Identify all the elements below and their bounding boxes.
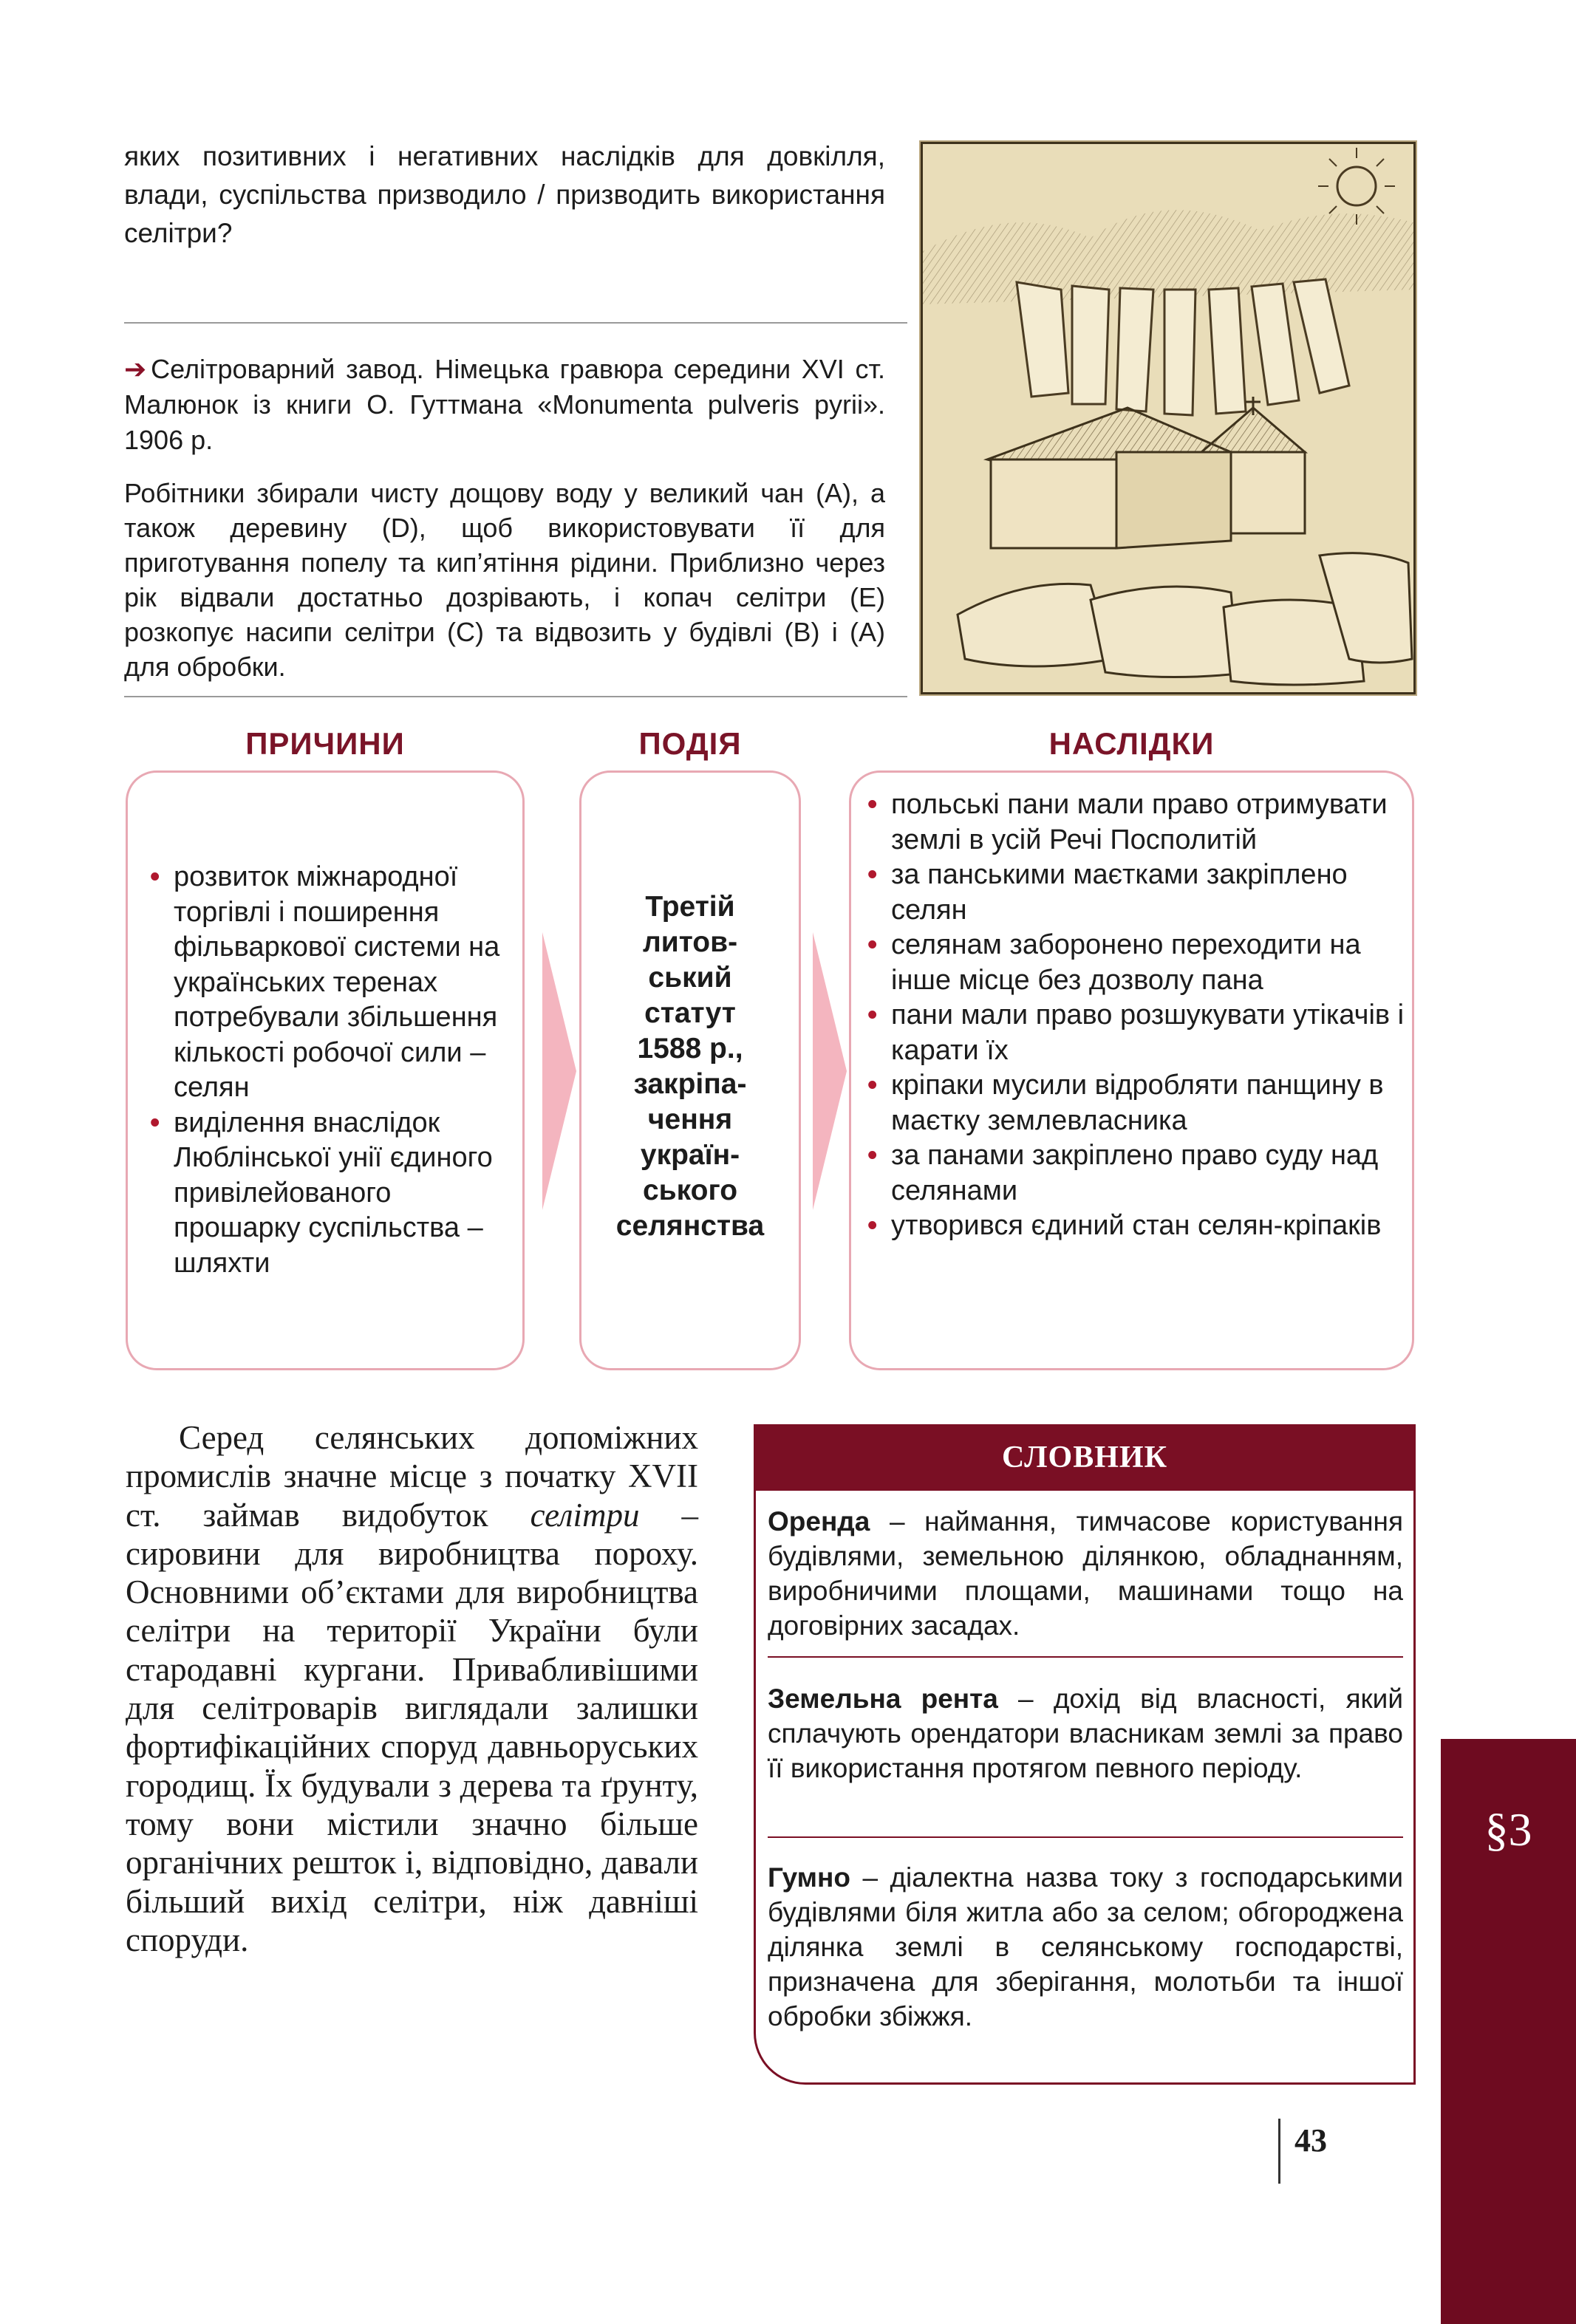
effect-item: • польські пани мали право отримувати землі в усій Речі Посполитій xyxy=(863,787,1410,858)
event-box xyxy=(579,770,801,1370)
glossary-term: Оренда xyxy=(768,1506,870,1537)
caption-top-rule xyxy=(124,322,907,324)
main-text-term: селітри xyxy=(530,1496,640,1534)
effect-item: • за панами закріплено право суду над селянами xyxy=(863,1138,1410,1209)
intro-question: яких позитивних і негативних наслідків для довкілля, влади, суспільства призводило / призводить використання селітри? xyxy=(124,141,885,248)
glossary-definition: – наймання, тимчасове користування будівлями, земельною ділянкою, обладнанням, виробничими площами, машинами тощо на договірних засадах. xyxy=(768,1506,1403,1641)
glossary-entry xyxy=(768,1504,1403,1643)
section-tab-label: §3 xyxy=(1484,1803,1532,1856)
causes-title: ПРИЧИНИ xyxy=(245,726,405,761)
effect-item: • за панськими маєтками закріплено селян xyxy=(863,858,1410,928)
effects-title: НАСЛІДКИ xyxy=(1048,726,1215,761)
effect-item: • пани мали право розшукувати утікачів і карати їх xyxy=(863,998,1410,1068)
arrow-right-icon: ➔ xyxy=(124,354,147,384)
caption-bottom-rule xyxy=(124,696,907,697)
event-title: ПОДІЯ xyxy=(638,726,742,761)
effects-list xyxy=(863,787,1410,1244)
main-paragraph xyxy=(126,1418,698,1959)
glossary-entry xyxy=(768,1681,1403,1785)
main-text-part2: – сировини для виробництва пороху. Основними об’єктами для виробництва селітри на території України були стародавні кургани. Привабливішими для селітроварів виглядали залишки фортифікаційних споруд давньоруських городищ. Їх будували з дерева та ґрунту, тому вони містили значно більше органічних решток і, відповідно, давали більший вихід селітри, ніж давніші споруди. xyxy=(126,1496,698,1958)
glossary-title: СЛОВНИК xyxy=(754,1424,1416,1491)
cause-item: • розвиток міжнародної торгівлі і поширення фільваркової системи на українських теренах потребували збільшення кількості робочої сили – селян xyxy=(146,860,508,1106)
main-text-part1: Серед селянських допоміжних промислів значне місце з початку XVII ст. займав видобуток xyxy=(126,1419,698,1534)
effects-box xyxy=(849,770,1414,1370)
section-tab xyxy=(1441,1739,1576,2324)
event-text: Третій литов- ський статут 1588 р., закріпа- чення україн- ського селянства xyxy=(615,891,765,1242)
figure-description: Робітники збирали чисту дощову воду у великий чан (А), а також деревину (D), щоб використовувати її для приготування попелу та кип’ятіння рідини. Приблизно через рік відвали достатньо дозрівають, і копач селітри (Е) розкопує насипи селітри (С) та відвозить у будівлі (В) і (А) для обробки. xyxy=(124,478,885,682)
glossary-box xyxy=(754,1491,1416,2085)
figure-caption xyxy=(124,352,885,458)
glossary-divider xyxy=(768,1836,1403,1838)
glossary-term: Гумно xyxy=(768,1862,850,1893)
effect-item: • утворився єдиний стан селян-кріпаків xyxy=(863,1209,1410,1244)
causes-list xyxy=(146,860,508,1281)
effect-item: • селянам заборонено переходити на інше місце без дозволу пана xyxy=(863,928,1410,998)
page-number-rule xyxy=(1278,2119,1280,2184)
effect-item: • кріпаки мусили відробляти панщину в маєтку землевласника xyxy=(863,1068,1410,1138)
engraving-icon xyxy=(921,142,1416,694)
arrow-right-icon xyxy=(542,932,576,1210)
glossary-term: Земельна рента xyxy=(768,1684,998,1714)
figure-caption-text: Селітроварний завод. Німецька гравюра середини XVI ст. Малюнок із книги О. Гуттмана «Monumenta pulveris pyrii». 1906 р. xyxy=(124,354,885,455)
page-number: 43 xyxy=(1294,2122,1327,2159)
saltpeter-engraving-image xyxy=(919,140,1417,696)
glossary-definition: – діалектна назва току з господарськими будівлями біля житла або за селом; обгороджена ділянка землі в селянському господарстві, призначена для зберігання, молотьби та іншої обробки збіжжя. xyxy=(768,1862,1403,2031)
arrow-right-icon xyxy=(813,932,847,1210)
causes-box xyxy=(126,770,525,1370)
cause-item: • виділення внаслідок Люблінської унії єдиного привілейованого прошарку суспільства – шляхти xyxy=(146,1106,508,1282)
glossary-divider xyxy=(768,1656,1403,1658)
glossary-definition: – дохід від власності, який сплачують орендатори власникам землі за право її використання протягом певного періоду. xyxy=(768,1684,1403,1783)
glossary-entry xyxy=(768,1860,1403,2034)
